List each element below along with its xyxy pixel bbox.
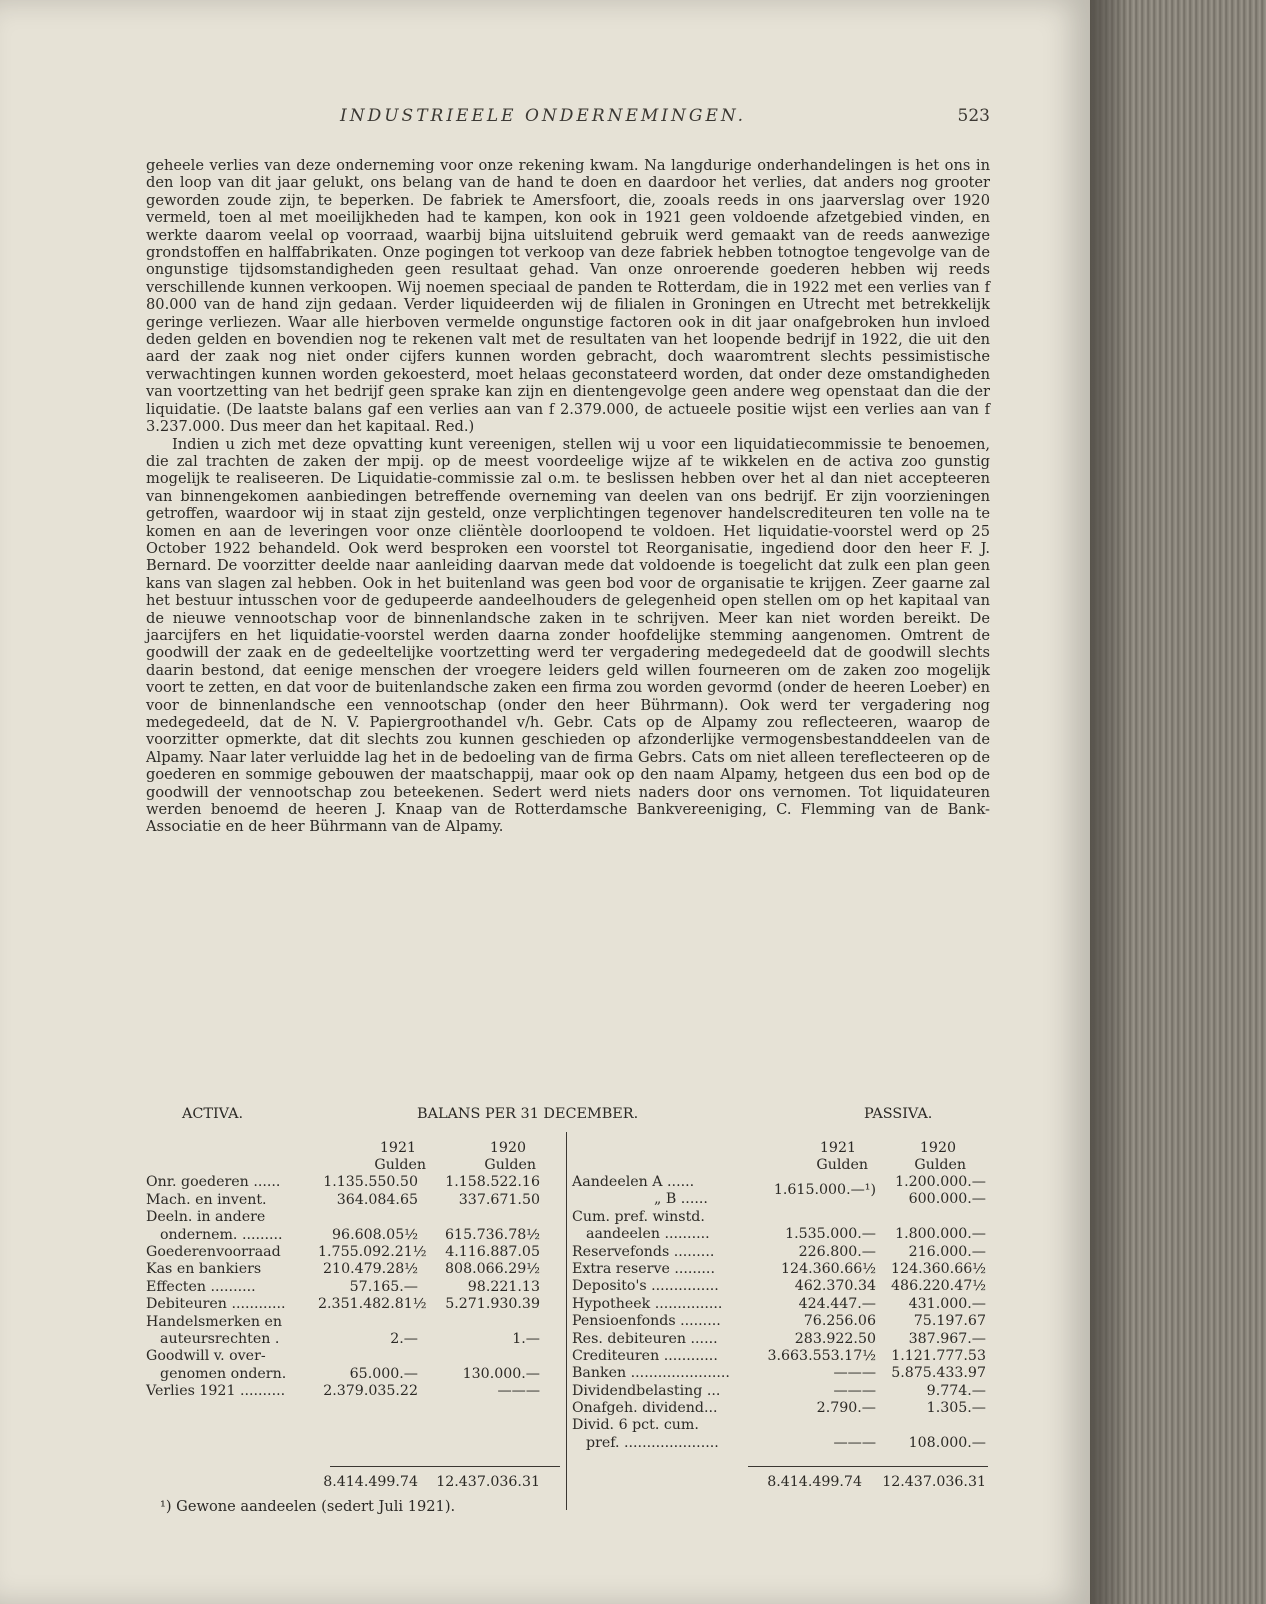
- passiva-value-1921: 462.370.34: [794, 1278, 876, 1295]
- passiva-value-1921: 3.663.553.17½: [767, 1347, 876, 1364]
- activa-value-1920: 4.116.887.05: [445, 1243, 540, 1260]
- activa-value-1920: [430, 1209, 540, 1226]
- paragraph-2: Indien u zich met deze opvatting kunt vereenigen, stellen wij u voor een liquidatiecommissie te benoemen, die zal trachten de zaken der mpij. op de meest voordeelige wijze af te wikkelen en de activa zoo gunstig mogelijk te realiseeren. De Liquidatie-commissie zal o.m. te beslissen hebben over het al dan niet accepteeren van binnengekomen aanbiedingen betreffende overneming van deelen van ons bedrijf. Er zijn voorzieningen getroffen, waardoor wij in staat zijn gesteld, onze verplichtingen tegenover handelscrediteuren ten volle na te komen en aan de leveringen voor onze cliëntèle doorloopend te voldoen. Het liquidatie-voorstel werd op 25 October 1922 behandeld. Ook werd besproken een voorstel tot Reorganisatie, ingediend door den heer F. J. Bernard. De voorzitter deelde naar aanleiding daarvan mede dat voldoende is toegelicht dat zulk een plan geen kans van slagen zal hebben. Ook in het buitenland was geen bod voor de organisatie te krijgen. Zeer gaarne zal het bestuur intusschen voor de gedupeerde aandeelhouders de gelegenheid open stellen om op het kapitaal van de nieuwe vennootschap voor de binnenlandsche zaken in te schrijven. Meer kan niet worden bereikt. De jaarcijfers en het liquidatie-voorstel werden daarna zonder hoofdelijke stemming aangenomen. Omtrent de goodwill der zaak en de gedeeltelijke voortzetting werd ter vergadering medegedeeld dat de goodwill slechts daarin bestond, dat eenige menschen der vroegere leiders geld willen fourneeren om de zaken zoo mogelijk voort te zetten, en dat voor de buitenlandsche zaken een firma zou worden gevormd (onder de heeren Loeber) en voor de binnenlandsche een vennootschap (onder den heer Bührmann). Ook werd ter vergadering nog medegedeeld, dat de N. V. Papiergroothandel v/h. Gebr. Cats op de Alpamy zou reflecteeren, waarop de voorzitter opmerkte, dat dit slechts zou kunnen geschieden op afzonderlijke vermogensbestanddeelen van de Alpamy. Naar later verluidde lag het in de bedoeling van de firma Gebrs. Cats om niet alleen tereflecteeren op de goederen en sommige gebouwen der maatschappij, maar ook op den naam Alpamy, hetgeen dus een bod op de goodwill der vennootschap zou beteekenen. Sedert werd niets naders door ons vernomen. Tot liquidateuren werden benoemd de heeren J. Knaap van de Rotterdamsche Bankvereeniging, C. Flemming van de Bank-Associatie en de heer Bührmann van de Alpamy.: [146, 435, 990, 836]
- passiva-label: Deposito's ...............: [572, 1278, 719, 1295]
- activa-label: Effecten ..........: [146, 1278, 256, 1295]
- total-value: 8.414.499.74: [323, 1474, 418, 1490]
- passiva-value-1920: 600.000.—: [908, 1191, 986, 1208]
- passiva-label: Onafgeh. dividend...: [572, 1400, 718, 1417]
- activa-value-1921: 96.608.05½: [332, 1226, 418, 1243]
- activa-label: ondernem. .........: [160, 1226, 283, 1243]
- activa-value-1921: [318, 1209, 418, 1226]
- activa-unit-1920: Gulden: [484, 1157, 536, 1174]
- activa-value-1921: 57.165.—: [349, 1278, 418, 1295]
- passiva-label: Cum. pref. winstd.: [572, 1208, 705, 1225]
- activa-value-1921: 2.351.482.81½: [318, 1296, 427, 1313]
- activa-value-1920: 615.736.78½: [445, 1226, 540, 1243]
- passiva-sum-rule: [748, 1466, 988, 1467]
- passiva-value-1921: ———: [833, 1365, 876, 1382]
- activa-value-1920: 808.066.29½: [445, 1261, 540, 1278]
- passiva-year-1921: 1921: [819, 1140, 856, 1156]
- activa-value-1920: 337.671.50: [458, 1191, 540, 1208]
- passiva-label: Res. debiteuren ......: [572, 1330, 718, 1347]
- passiva-value-1921: 1.615.000.—¹): [773, 1182, 876, 1198]
- passiva-unit-1921: Gulden: [816, 1157, 868, 1174]
- passiva-value-1921: 76.256.06: [803, 1313, 876, 1330]
- passiva-value-1920: 75.197.67: [913, 1313, 986, 1330]
- passiva-values-1920: [870, 1174, 986, 1452]
- passiva-label: Crediteuren ............: [572, 1347, 718, 1364]
- activa-value-1921: 65.000.—: [349, 1365, 418, 1382]
- passiva-label: Hypotheek ...............: [572, 1295, 723, 1312]
- passiva-label: Divid. 6 pct. cum.: [572, 1417, 699, 1434]
- passiva-value-1921: 283.922.50: [794, 1330, 876, 1347]
- running-title: INDUSTRIEELE ONDERNEMINGEN.: [340, 106, 747, 126]
- activa-value-1921: 364.084.65: [336, 1191, 418, 1208]
- passiva-value-1920: 1.121.777.53: [891, 1347, 986, 1364]
- activa-value-1921: [318, 1348, 418, 1365]
- passiva-value-1920: 1.800.000.—: [895, 1226, 986, 1243]
- passiva-value-1920: 486.220.47½: [891, 1278, 986, 1295]
- activa-unit-1921: Gulden: [374, 1157, 426, 1174]
- activa-value-1921: [318, 1157, 418, 1174]
- balance-title: BALANS PER 31 DECEMBER.: [417, 1106, 639, 1122]
- passiva-value-1920: [870, 1417, 986, 1434]
- passiva-value-1920: [870, 1209, 986, 1226]
- activa-value-1920: 5.271.930.39: [445, 1296, 540, 1313]
- passiva-value-1920: 124.360.66½: [891, 1260, 986, 1277]
- activa-label: genomen ondern.: [160, 1365, 287, 1382]
- activa-sum-rule: [330, 1466, 560, 1467]
- total-passiva-1921: [762, 1474, 862, 1491]
- activa-value-1920: [430, 1348, 540, 1365]
- activa-value-1921: 2.379.035.22: [323, 1383, 418, 1400]
- passiva-label: Extra reserve .........: [572, 1260, 715, 1277]
- total-activa-1921: [318, 1474, 418, 1491]
- passiva-heading: PASSIVA.: [864, 1106, 933, 1122]
- activa-label: Debiteuren ............: [146, 1296, 286, 1313]
- passiva-value-1921: 424.447.—: [798, 1295, 876, 1312]
- total-value: 12.437.036.31: [882, 1474, 986, 1490]
- passiva-value-1920: 216.000.—: [908, 1243, 986, 1260]
- passiva-label: Banken ......................: [572, 1365, 730, 1382]
- paragraph-1: geheele verlies van deze onderneming voor onze rekening kwam. Na langdurige onderhandelingen is het ons in den loop van dit jaar gelukt, ons belang van de hand te doen en daardoor het verlies, dat anders nog grooter geworden zoude zijn, te beperken. De fabriek te Amersfoort, die, zooals reeds in ons jaarverslag over 1920 vermeld, toen al met moeilijkheden had te kampen, kon ook in 1921 geen voldoende afzetgebied vinden, en werkte daarom veelal op voorraad, waarbij bijna uitsluitend gebruik werd gemaakt van de reeds aanwezige grondstoffen en halffabrikaten. Onze pogingen tot verkoop van deze fabriek hebben totnogtoe tengevolge van de ongunstige tijdsomstandigheden geen resultaat gehad. Van onze onroerende goederen hebben wij reeds verschillende kunnen verkoopen. Wij noemen speciaal de panden te Rotterdam, die in 1922 met een verlies van f 80.000 van de hand zijn gedaan. Verder liquideerden wij de filialen in Groningen en Utrecht met betrekkelijk geringe verliezen. Waar alle hierboven vermelde ongunstige factoren ook in dit jaar onafgebroken hun invloed deden gelden en bovendien nog te rekenen valt met de resultaten van het loopende bedrijf in 1922, die uit den aard der zaak nog niet onder cijfers kunnen worden gebracht, doch waaromtrent slechts pessimistische verwachtingen kunnen worden gekoesterd, moet helaas geconstateerd worden, dat onder deze omstandigheden van voortzetting van het bedrijf geen sprake kan zijn en dientengevolge geen andere weg openstaat dan die der liquidatie. (De laatste balans gaf een verlies aan van f 2.379.000, de actueele positie wijst een verlies aan van f 3.237.000. Dus meer dan het kapitaal. Red.): [146, 157, 990, 436]
- passiva-values-1921: [762, 1174, 876, 1452]
- passiva-value-1920: 108.000.—: [908, 1434, 986, 1451]
- column-divider: [566, 1132, 567, 1510]
- passiva-value-1921: 124.360.66½: [781, 1260, 876, 1277]
- passiva-label: aandeelen ..........: [586, 1226, 710, 1243]
- passiva-value-1921: ———: [833, 1382, 876, 1399]
- activa-label: Mach. en invent.: [146, 1191, 267, 1208]
- activa-label: Deeln. in andere: [146, 1209, 266, 1226]
- passiva-value-1921: [762, 1209, 876, 1226]
- total-activa-1920: [430, 1474, 540, 1491]
- passiva-value-1920: 9.774.—: [926, 1382, 986, 1399]
- page-number: 523: [957, 106, 990, 126]
- footnote: ¹) Gewone aandeelen (sedert Juli 1921).: [160, 1498, 456, 1515]
- passiva-value-1920: 1.305.—: [926, 1400, 986, 1417]
- activa-label: auteursrechten .: [160, 1330, 280, 1347]
- book-gutter-shadow: [1090, 0, 1130, 1604]
- activa-value-1920: 1.—: [512, 1330, 540, 1347]
- activa-value-1921: [318, 1314, 418, 1331]
- body-text: [146, 157, 990, 836]
- activa-value-1920: 98.221.13: [467, 1278, 540, 1295]
- passiva-value-1921: [762, 1417, 876, 1434]
- activa-value-1920: [430, 1157, 540, 1174]
- activa-value-1920: ———: [497, 1383, 540, 1400]
- activa-year-1920: 1920: [489, 1140, 526, 1156]
- passiva-label: Aandeelen A ......: [572, 1174, 695, 1190]
- passiva-value-1920: 387.967.—: [908, 1330, 986, 1347]
- passiva-col-1920-header: [870, 1140, 966, 1175]
- passiva-label: Reservefonds .........: [572, 1243, 715, 1260]
- activa-year-1921: 1921: [379, 1140, 416, 1156]
- passiva-label: Pensioenfonds .........: [572, 1313, 721, 1330]
- activa-value-1920: 1.158.522.16: [445, 1174, 540, 1191]
- passiva-value-1921: 226.800.—: [798, 1243, 876, 1260]
- activa-labels: [146, 1157, 336, 1400]
- activa-heading: ACTIVA.: [182, 1106, 244, 1122]
- activa-label: Kas en bankiers: [146, 1261, 262, 1278]
- passiva-label: Dividendbelasting ...: [572, 1382, 721, 1399]
- total-passiva-1920: [870, 1474, 986, 1491]
- activa-value-1921: 1.135.550.50: [323, 1174, 418, 1191]
- passiva-label: „ B ......: [654, 1191, 708, 1208]
- passiva-labels: [572, 1174, 772, 1452]
- running-header: [140, 106, 990, 132]
- passiva-col-1921-header: [772, 1140, 868, 1175]
- activa-label: [146, 1157, 336, 1174]
- activa-label: Goederenvoorraad: [146, 1243, 281, 1260]
- passiva-value-1921: ———: [833, 1434, 876, 1451]
- passiva-value-1920: 1.200.000.—: [895, 1174, 986, 1190]
- activa-value-1921: 210.479.28½: [323, 1261, 418, 1278]
- activa-values-1920: [430, 1157, 540, 1400]
- activa-value-1921: 2.—: [390, 1330, 418, 1347]
- passiva-value-1920: 431.000.—: [908, 1295, 986, 1312]
- activa-label: Goodwill v. over-: [146, 1348, 266, 1365]
- activa-values-1921: [318, 1157, 427, 1400]
- passiva-year-1920: 1920: [919, 1140, 956, 1156]
- total-value: 8.414.499.74: [767, 1474, 862, 1490]
- activa-value-1921: 1.755.092.21½: [318, 1243, 427, 1260]
- total-value: 12.437.036.31: [436, 1474, 540, 1490]
- activa-value-1920: [430, 1314, 540, 1331]
- passiva-unit-1920: Gulden: [914, 1157, 966, 1174]
- passiva-value-1921: 1.535.000.—: [785, 1226, 876, 1243]
- activa-label: Onr. goederen ......: [146, 1174, 281, 1191]
- passiva-value-1921: 2.790.—: [816, 1400, 876, 1417]
- passiva-value-1920: 5.875.433.97: [891, 1365, 986, 1382]
- activa-label: Verlies 1921 ..........: [146, 1383, 286, 1400]
- activa-label: Handelsmerken en: [146, 1313, 283, 1330]
- activa-value-1920: 130.000.—: [462, 1365, 540, 1382]
- passiva-label: pref. .....................: [586, 1434, 719, 1451]
